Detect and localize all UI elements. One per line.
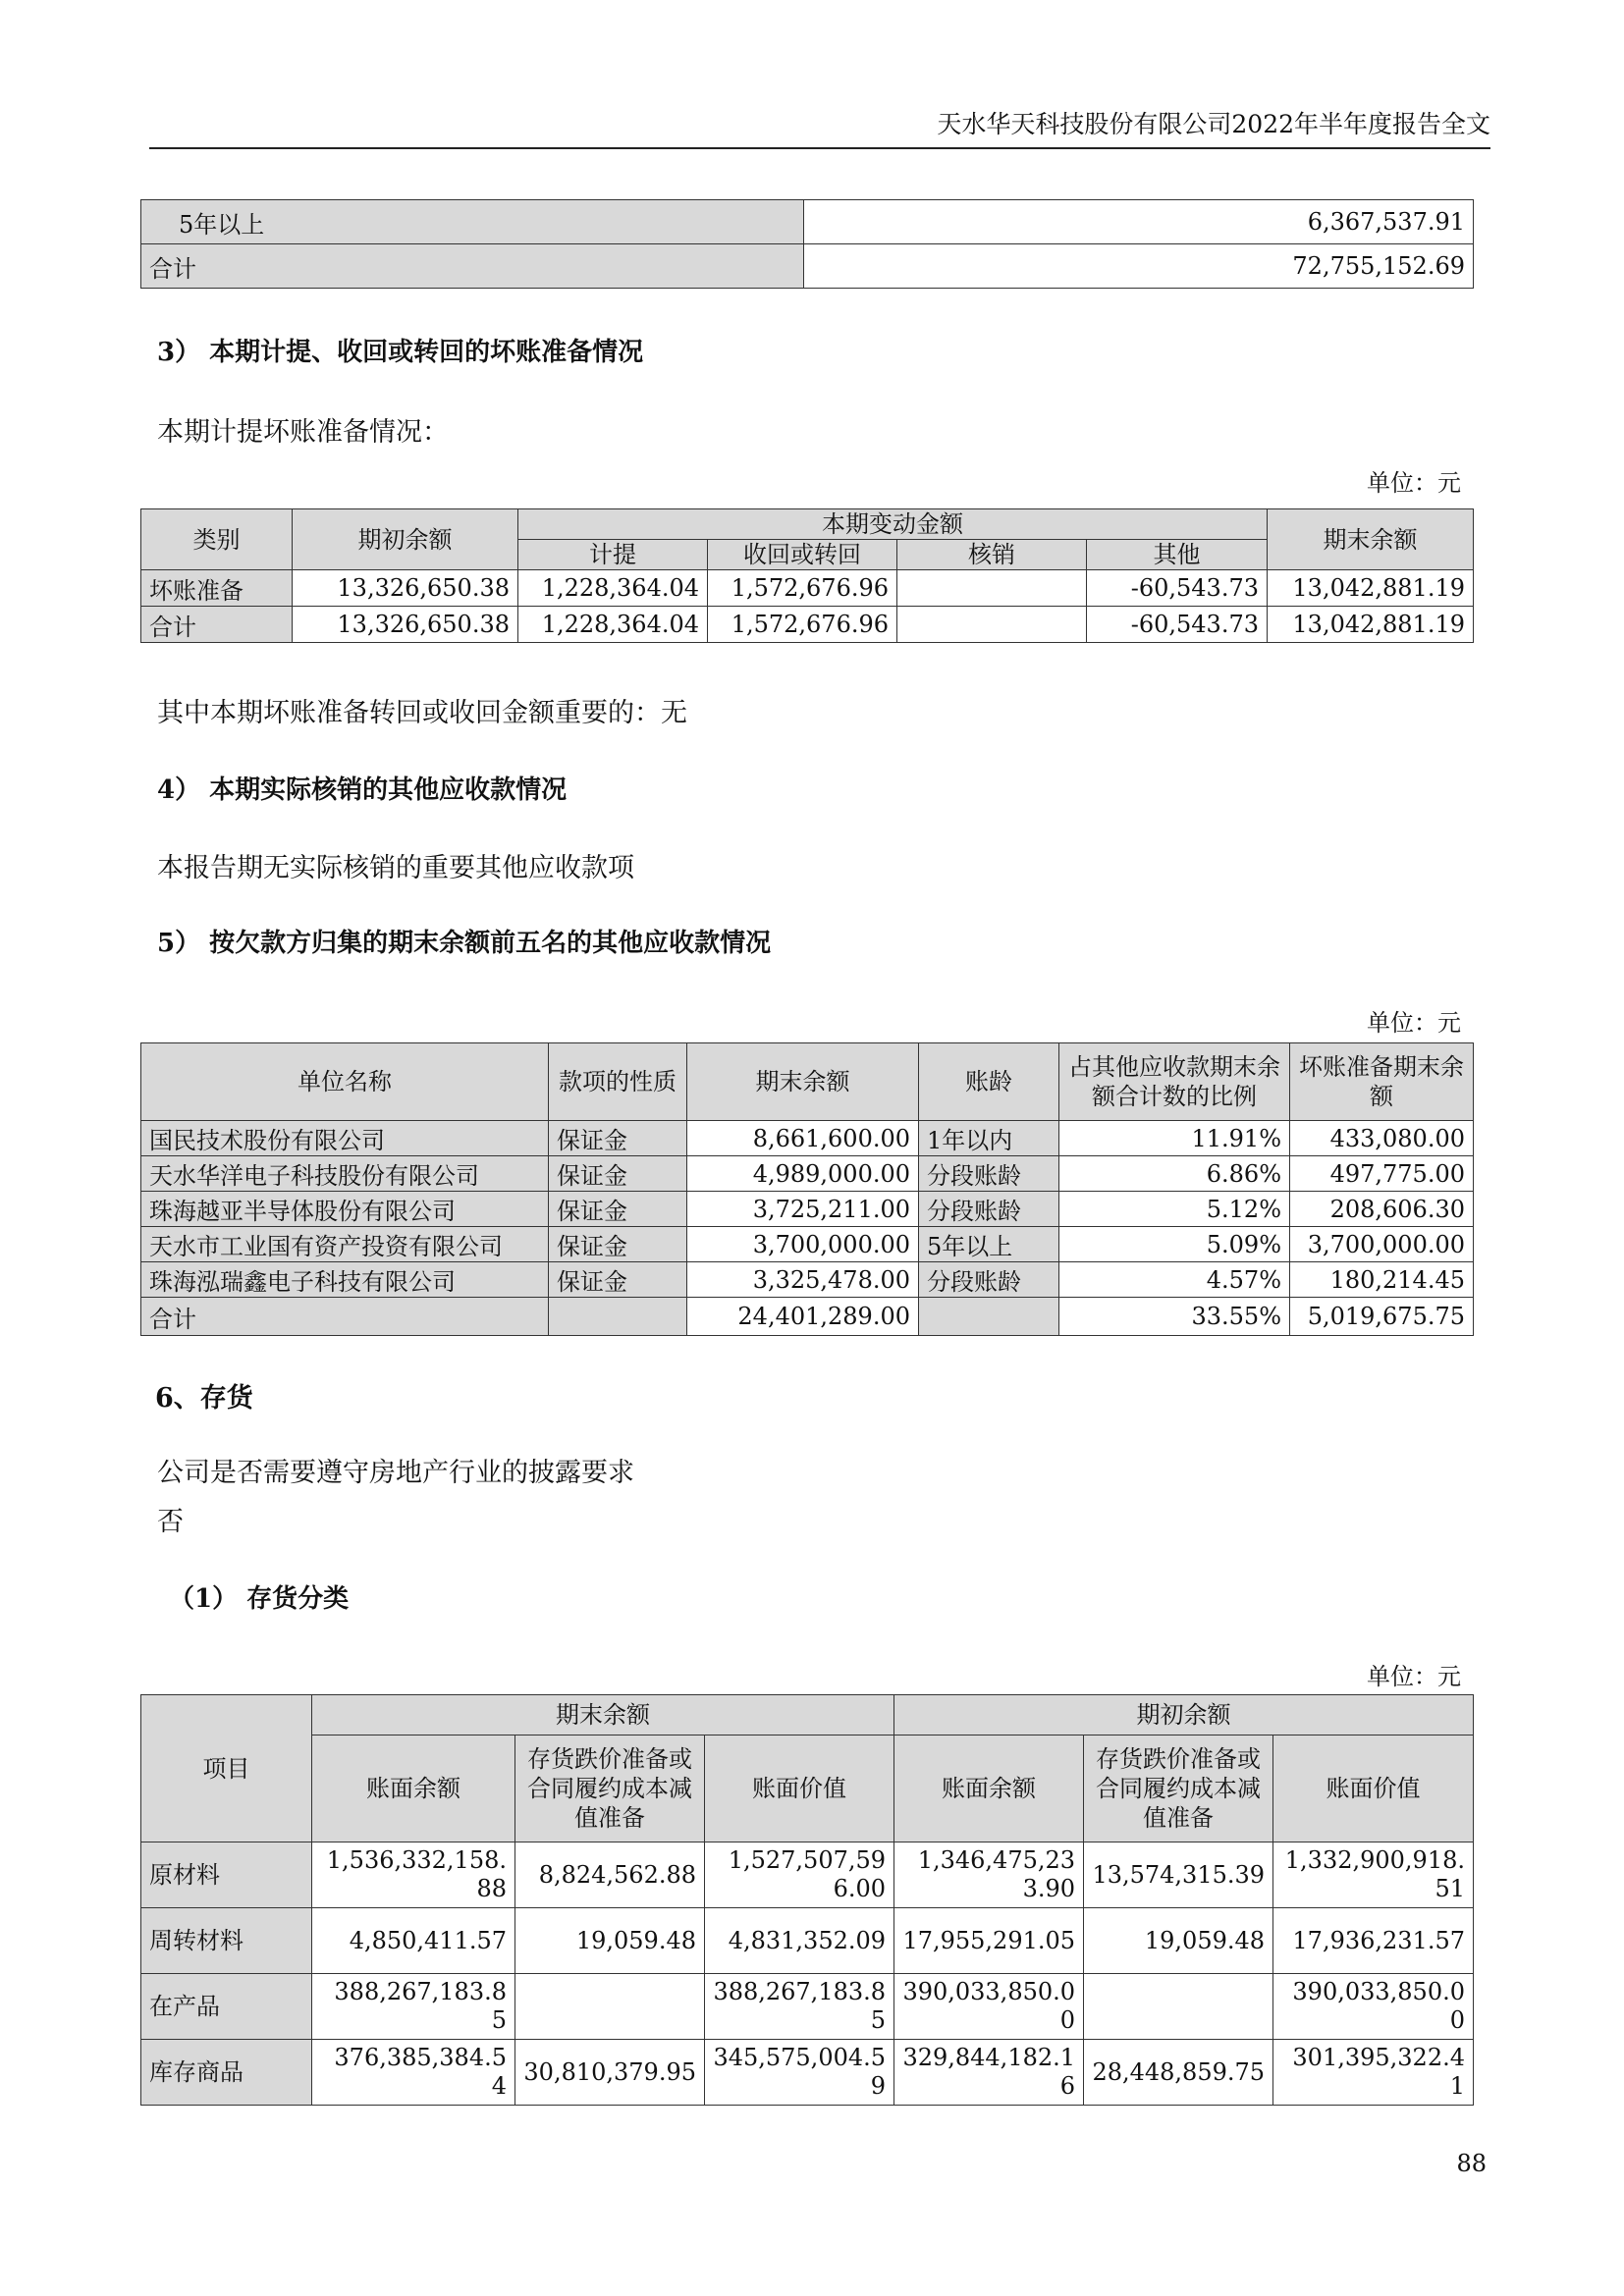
header-opening: 期初余额 (293, 509, 518, 570)
table-row (141, 200, 1474, 244)
unit-label: 单位：元 (1367, 469, 1461, 497)
cell-closing: 8,661,600.00 (687, 1121, 919, 1156)
cell-c-imp (515, 1974, 705, 2040)
cell-o-bal: 329,844,182.16 (894, 2040, 1084, 2106)
table-row (141, 2040, 1474, 2106)
cell-name: 天水市工业国有资产投资有限公司 (141, 1227, 549, 1262)
cell-o-imp: 28,448,859.75 (1084, 2040, 1273, 2106)
header-ratio: 占其他应收款期末余额合计数的比例 (1059, 1043, 1290, 1121)
inventory-table-container (140, 1694, 1474, 2106)
cell-provision: 433,080.00 (1290, 1121, 1474, 1156)
header-age: 账龄 (919, 1043, 1059, 1121)
header-accrual: 计提 (518, 540, 708, 570)
section3-heading: 3） 本期计提、收回或转回的坏账准备情况 (157, 338, 644, 367)
unit-label: 单位：元 (1367, 1663, 1461, 1690)
cell-closing: 4,989,000.00 (687, 1156, 919, 1192)
cell-accrual: 1,228,364.04 (518, 607, 708, 643)
table-row (141, 1298, 1474, 1336)
cell-o-bal: 390,033,850.00 (894, 1974, 1084, 2040)
cell-category: 坏账准备 (141, 570, 293, 607)
cell-ratio: 4.57% (1059, 1262, 1290, 1298)
cell-provision: 208,606.30 (1290, 1192, 1474, 1227)
aging-table-container (140, 199, 1474, 289)
cell-nature: 保证金 (549, 1121, 687, 1156)
provision-table (140, 508, 1474, 643)
header-writeoff: 核销 (897, 540, 1087, 570)
section4-heading: 4） 本期实际核销的其他应收款情况 (157, 775, 568, 805)
cell-nature: 保证金 (549, 1262, 687, 1298)
cell-item: 库存商品 (141, 2040, 312, 2106)
header-other: 其他 (1087, 540, 1268, 570)
cell-nature: 保证金 (549, 1156, 687, 1192)
cell-name: 天水华洋电子科技股份有限公司 (141, 1156, 549, 1192)
cell-c-imp: 8,824,562.88 (515, 1842, 705, 1908)
cell-ratio: 6.86% (1059, 1156, 1290, 1192)
header-book-value: 账面价值 (705, 1735, 894, 1842)
header-closing-group: 期末余额 (312, 1695, 894, 1735)
header-book-balance: 账面余额 (312, 1735, 515, 1842)
cell-age: 分段账龄 (919, 1262, 1059, 1298)
cell-age: 5年以上 (919, 1227, 1059, 1262)
cell-recovery: 1,572,676.96 (708, 570, 897, 607)
cell-opening: 13,326,650.38 (293, 607, 518, 643)
header-change: 本期变动金额 (518, 509, 1268, 540)
header-opening-group: 期初余额 (894, 1695, 1474, 1735)
cell-ratio: 33.55% (1059, 1298, 1290, 1336)
cell-o-val: 17,936,231.57 (1273, 1908, 1474, 1974)
section6-subheading: （1） 存货分类 (169, 1584, 350, 1614)
cell-writeoff (897, 607, 1087, 643)
header-impairment: 存货跌价准备或合同履约成本减值准备 (515, 1735, 705, 1842)
aging-label: 合计 (141, 244, 804, 289)
table-row (141, 1842, 1474, 1908)
cell-closing: 13,042,881.19 (1268, 570, 1474, 607)
section4-text: 本报告期无实际核销的重要其他应收款项 (157, 853, 634, 883)
cell-age: 分段账龄 (919, 1156, 1059, 1192)
section6-question: 公司是否需要遵守房地产行业的披露要求 (157, 1458, 634, 1488)
cell-o-imp: 13,574,315.39 (1084, 1842, 1273, 1908)
header-provision: 坏账准备期末余额 (1290, 1043, 1474, 1121)
cell-other: -60,543.73 (1087, 607, 1268, 643)
cell-item: 周转材料 (141, 1908, 312, 1974)
header-closing: 期末余额 (687, 1043, 919, 1121)
header-nature: 款项的性质 (549, 1043, 687, 1121)
cell-other: -60,543.73 (1087, 570, 1268, 607)
cell-name: 合计 (141, 1298, 549, 1336)
cell-closing: 3,700,000.00 (687, 1227, 919, 1262)
cell-item: 原材料 (141, 1842, 312, 1908)
page-number: 88 (1456, 2150, 1487, 2177)
cell-c-bal: 1,536,332,158.88 (312, 1842, 515, 1908)
provision-table-container (140, 508, 1474, 643)
cell-closing: 24,401,289.00 (687, 1298, 919, 1336)
cell-c-bal: 388,267,183.85 (312, 1974, 515, 2040)
table-row (141, 244, 1474, 289)
header-recovery: 收回或转回 (708, 540, 897, 570)
aging-table (140, 199, 1474, 289)
cell-c-val: 4,831,352.09 (705, 1908, 894, 1974)
cell-o-imp: 19,059.48 (1084, 1908, 1273, 1974)
cell-c-val: 345,575,004.59 (705, 2040, 894, 2106)
table-row (141, 1156, 1474, 1192)
cell-o-bal: 17,955,291.05 (894, 1908, 1084, 1974)
top-five-table-container (140, 1042, 1474, 1336)
cell-name: 珠海越亚半导体股份有限公司 (141, 1192, 549, 1227)
cell-nature: 保证金 (549, 1192, 687, 1227)
cell-c-bal: 376,385,384.54 (312, 2040, 515, 2106)
table-row (141, 570, 1474, 607)
cell-name: 珠海泓瑞鑫电子科技有限公司 (141, 1262, 549, 1298)
section6-heading: 6、存货 (155, 1383, 253, 1414)
header-impairment: 存货跌价准备或合同履约成本减值准备 (1084, 1735, 1273, 1842)
table-row (141, 1192, 1474, 1227)
cell-provision: 5,019,675.75 (1290, 1298, 1474, 1336)
cell-c-imp: 19,059.48 (515, 1908, 705, 1974)
inventory-table (140, 1694, 1474, 2106)
cell-c-imp: 30,810,379.95 (515, 2040, 705, 2106)
cell-provision: 3,700,000.00 (1290, 1227, 1474, 1262)
cell-o-val: 390,033,850.00 (1273, 1974, 1474, 2040)
cell-writeoff (897, 570, 1087, 607)
table-row (141, 607, 1474, 643)
report-title: 天水华天科技股份有限公司2022年半年度报告全文 (937, 110, 1490, 138)
header-book-balance: 账面余额 (894, 1735, 1084, 1842)
table-row (141, 1227, 1474, 1262)
page-header (149, 110, 1490, 149)
cell-closing: 13,042,881.19 (1268, 607, 1474, 643)
section6-answer: 否 (157, 1507, 184, 1537)
header-book-value: 账面价值 (1273, 1735, 1474, 1842)
cell-c-val: 388,267,183.85 (705, 1974, 894, 2040)
header-category: 类别 (141, 509, 293, 570)
cell-provision: 180,214.45 (1290, 1262, 1474, 1298)
cell-opening: 13,326,650.38 (293, 570, 518, 607)
header-name: 单位名称 (141, 1043, 549, 1121)
aging-value: 6,367,537.91 (804, 200, 1474, 244)
cell-ratio: 11.91% (1059, 1121, 1290, 1156)
cell-age: 1年以内 (919, 1121, 1059, 1156)
cell-recovery: 1,572,676.96 (708, 607, 897, 643)
cell-c-val: 1,527,507,596.00 (705, 1842, 894, 1908)
section3-intro: 本期计提坏账准备情况： (157, 417, 449, 448)
table-row (141, 1121, 1474, 1156)
table-row (141, 1974, 1474, 2040)
aging-label: 5年以上 (141, 200, 804, 244)
top-five-table (140, 1042, 1474, 1336)
cell-o-val: 1,332,900,918.51 (1273, 1842, 1474, 1908)
cell-accrual: 1,228,364.04 (518, 570, 708, 607)
top-five-body (141, 1121, 1474, 1336)
cell-closing: 3,725,211.00 (687, 1192, 919, 1227)
cell-ratio: 5.12% (1059, 1192, 1290, 1227)
cell-item: 在产品 (141, 1974, 312, 2040)
cell-name: 国民技术股份有限公司 (141, 1121, 549, 1156)
cell-ratio: 5.09% (1059, 1227, 1290, 1262)
cell-c-bal: 4,850,411.57 (312, 1908, 515, 1974)
cell-nature (549, 1298, 687, 1336)
header-closing: 期末余额 (1268, 509, 1474, 570)
cell-nature: 保证金 (549, 1227, 687, 1262)
cell-provision: 497,775.00 (1290, 1156, 1474, 1192)
aging-value: 72,755,152.69 (804, 244, 1474, 289)
cell-o-bal: 1,346,475,233.90 (894, 1842, 1084, 1908)
header-item: 项目 (141, 1695, 312, 1842)
cell-closing: 3,325,478.00 (687, 1262, 919, 1298)
table-row (141, 1908, 1474, 1974)
cell-o-val: 301,395,322.41 (1273, 2040, 1474, 2106)
section3-note: 其中本期坏账准备转回或收回金额重要的：无 (157, 698, 687, 728)
cell-category: 合计 (141, 607, 293, 643)
cell-age (919, 1298, 1059, 1336)
cell-o-imp (1084, 1974, 1273, 2040)
cell-age: 分段账龄 (919, 1192, 1059, 1227)
unit-label: 单位：元 (1367, 1009, 1461, 1037)
section5-heading: 5） 按欠款方归集的期末余额前五名的其他应收款情况 (157, 929, 772, 958)
table-row (141, 1262, 1474, 1298)
inventory-body (141, 1842, 1474, 2106)
